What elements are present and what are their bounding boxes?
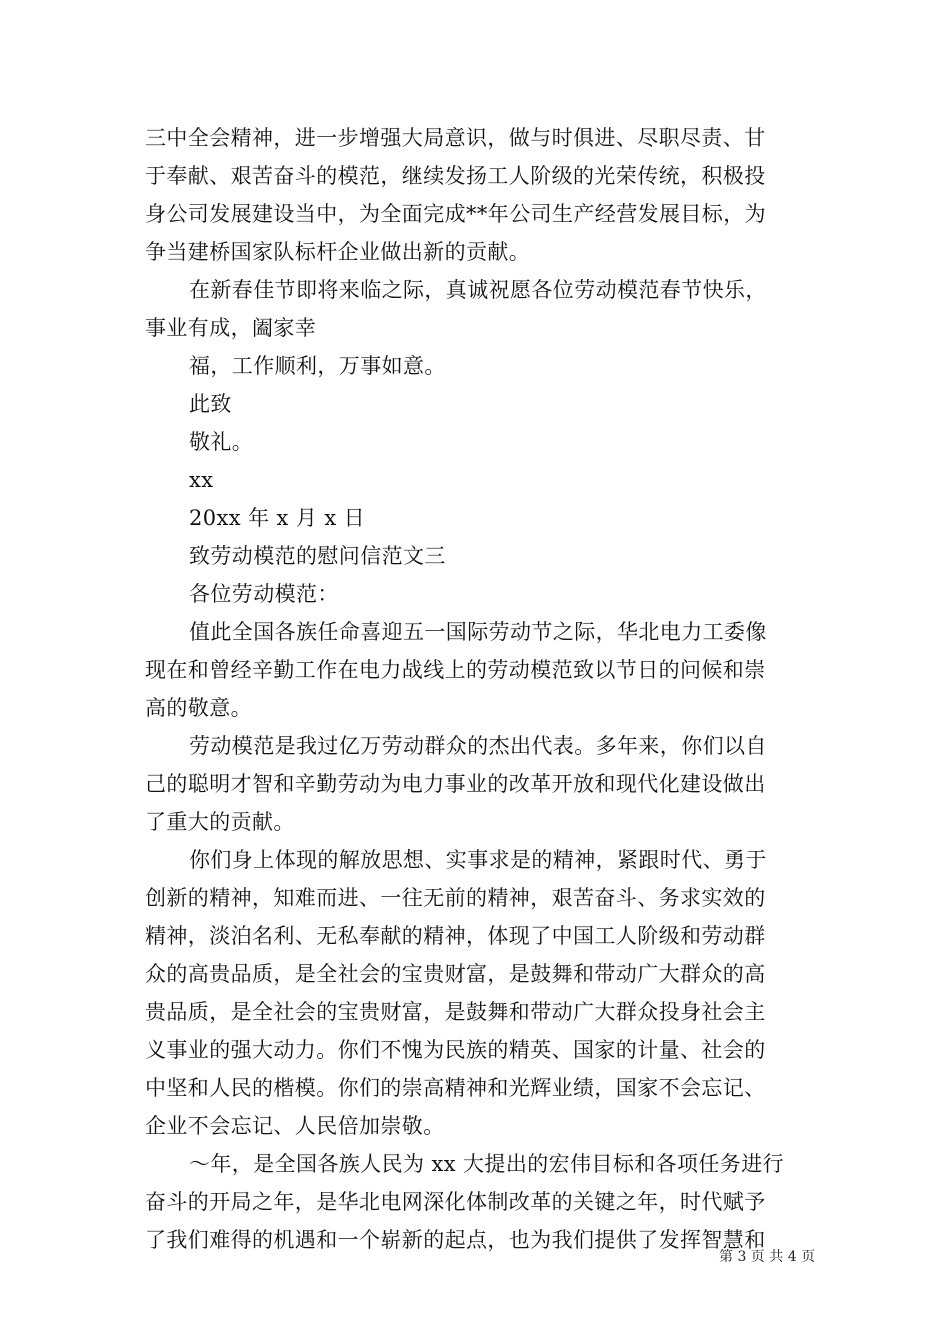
closing-salutation: 此致: [189, 392, 232, 416]
text-line: 争当建桥国家队标杆企业做出新的贡献。: [145, 240, 531, 264]
signature-name: xx: [189, 468, 214, 492]
paragraph-first-line: 在新春佳节即将来临之际，真诚祝愿各位劳动模范春节快乐，: [189, 278, 767, 302]
paragraph-first-line: ～年，是全国各族人民为 xx 大提出的宏伟目标和各项任务进行: [189, 1152, 785, 1176]
text-line: 精神，淡泊名利、无私奉献的精神，体现了中国工人阶级和劳动群: [145, 924, 766, 948]
text-line: 义事业的强大动力。你们不愧为民族的精英、国家的计量、社会的: [145, 1038, 766, 1062]
closing-respect: 敬礼。: [189, 430, 254, 454]
text-line: 身公司发展建设当中，为全面完成**年公司生产经营发展目标，为: [145, 202, 766, 226]
text-line: 了重大的贡献。: [145, 810, 295, 834]
page-number: 第 3 页 共 4 页: [719, 1249, 816, 1265]
signature-date: 20xx 年 x 月 x 日: [189, 506, 366, 530]
paragraph-first-line: 劳动模范是我过亿万劳动群众的杰出代表。多年来，你们以自: [189, 734, 767, 758]
greeting: 各位劳动模范：: [189, 582, 339, 606]
text-line: 奋斗的开局之年，是华北电网深化体制改革的关键之年，时代赋予: [145, 1190, 766, 1214]
text-line: 高的敬意。: [145, 696, 252, 720]
text-line: 众的高贵品质，是全社会的宝贵财富，是鼓舞和带动广大群众的高: [145, 962, 766, 986]
text-line: 现在和曾经辛勤工作在电力战线上的劳动模范致以节日的问候和崇: [145, 658, 766, 682]
text-line: 了我们难得的机遇和一个崭新的起点，也为我们提供了发挥智慧和: [145, 1228, 766, 1252]
text-line: 于奉献、艰苦奋斗的模范，继续发扬工人阶级的光荣传统，积极投: [145, 164, 766, 188]
text-line: 己的聪明才智和辛勤劳动为电力事业的改革开放和现代化建设做出: [145, 772, 766, 796]
text-line: 事业有成，阖家幸: [145, 316, 317, 340]
text-line: 创新的精神，知难而进、一往无前的精神，艰苦奋斗、务求实效的: [145, 886, 766, 910]
paragraph-first-line: 你们身上体现的解放思想、实事求是的精神，紧跟时代、勇于: [189, 848, 767, 872]
paragraph-first-line: 值此全国各族任命喜迎五一国际劳动节之际，华北电力工委像: [189, 620, 767, 644]
section-title: 致劳动模范的慰问信范文三: [189, 544, 446, 568]
text-line: 中坚和人民的楷模。你们的崇高精神和光辉业绩，国家不会忘记、: [145, 1076, 766, 1100]
text-line: 福，工作顺利，万事如意。: [189, 354, 446, 378]
text-line: 三中全会精神，进一步增强大局意识，做与时俱进、尽职尽责、甘: [145, 126, 766, 150]
text-line: 贵品质，是全社会的宝贵财富，是鼓舞和带动广大群众投身社会主: [145, 1000, 766, 1024]
text-line: 企业不会忘记、人民倍加崇敬。: [145, 1114, 445, 1138]
